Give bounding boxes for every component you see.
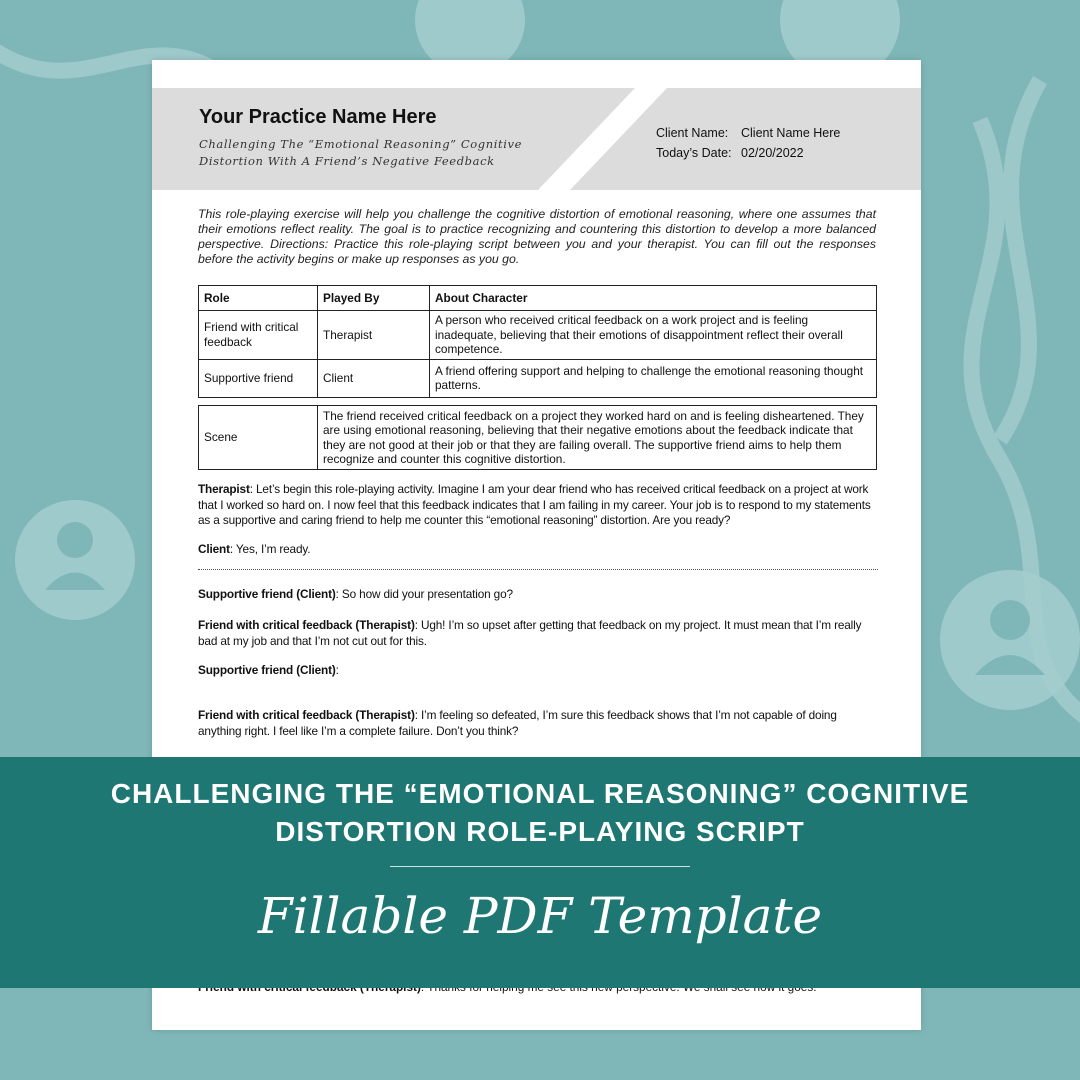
intro-paragraph: This role-playing exercise will help you challenge the cognitive distortion of emotional reasoning, where one assumes that their emotions reflect reality. The goal is to practice recognizing and countering this distortion to develop a more balanced perspective. Directions: Practice this role-playing script between you and your therapist. You can fill out the responses before the activity begins or make up responses as you go. — [198, 207, 876, 266]
table-row — [199, 311, 877, 360]
scene-label: Scene — [199, 406, 318, 470]
dialogue-line — [198, 663, 878, 679]
column-header: About Character — [430, 286, 877, 311]
dialogue-line — [198, 708, 878, 739]
speaker-name: Therapist — [198, 482, 250, 496]
date-label: Today’s Date: — [656, 146, 732, 160]
client-name-field[interactable]: Client Name Here — [741, 126, 841, 140]
dialogue-line — [198, 618, 878, 649]
date-field[interactable]: 02/20/2022 — [741, 146, 804, 160]
column-header: Played By — [318, 286, 430, 311]
practice-name[interactable]: Your Practice Name Here — [199, 106, 437, 128]
worksheet-subtitle: Challenging The “Emotional Reasoning” Cognitive Distortion With A Friend’s Negative Feedback — [199, 137, 523, 168]
dialogue-text: : Ugh! I’m so upset after getting that feedback on my project. It must mean that I’m really bad at my job and that I’m not cut out for this. — [198, 618, 862, 648]
speaker-name: Supportive friend (Client) — [198, 587, 336, 601]
about-cell: A person who received critical feedback on a work project and is feeling inadequate, believing that their emotions of disappointment reflect their overall competence. — [430, 311, 877, 360]
table-row — [199, 406, 877, 470]
speaker-name: Friend with critical feedback (Therapist) — [198, 708, 415, 722]
title-banner — [0, 757, 1080, 988]
scene-description: The friend received critical feedback on a project they worked hard on and is feeling disheartened. They are using emotional reasoning, believing that their negative emotions about the feedback indicate that they are not good at their job or that they are failing overall. The supportive friend aims to help them recognize and counter this cognitive distortion. — [318, 406, 877, 470]
about-cell: A friend offering support and helping to challenge the emotional reasoning thought patterns. — [430, 359, 877, 397]
dotted-divider — [198, 569, 878, 570]
date-row — [656, 146, 804, 160]
table-header-row — [199, 286, 877, 311]
response-field[interactable]: : — [335, 663, 339, 677]
banner-divider — [390, 866, 690, 867]
dialogue-text: : So how did your presentation go? — [335, 587, 513, 601]
dialogue-text: : I’m feeling so defeated, I’m sure this feedback shows that I’m not capable of doing anything right. I feel like I’m a complete failure. Don’t you think? — [198, 708, 837, 738]
dialogue-line — [198, 587, 878, 603]
speaker-name: Supportive friend (Client) — [198, 663, 336, 677]
person-circle-icon — [15, 500, 135, 620]
column-header: Role — [199, 286, 318, 311]
dialogue-text: : Let’s begin this role-playing activity. Imagine I am your dear friend who has received critical feedback on a project at work that I worked so hard on. I now feel that this feedback indicates that I am failing in my career. Your job is to respond to my statements as a supportive and caring friend to help me counter this “emotional reasoning” distortion. Are you ready? — [198, 482, 871, 527]
played-by-cell: Therapist — [318, 311, 430, 360]
banner-subtitle: Fillable PDF Template — [257, 887, 823, 945]
banner-title: CHALLENGING THE “EMOTIONAL REASONING” COGNITIVE DISTORTION ROLE-PLAYING SCRIPT — [110, 778, 970, 847]
dialogue-text: : Yes, I’m ready. — [229, 542, 311, 556]
role-cell: Friend with critical feedback — [199, 311, 318, 360]
table-row — [199, 359, 877, 397]
dialogue-line — [198, 482, 878, 529]
client-name-row — [656, 126, 840, 140]
speaker-name: Client — [198, 542, 230, 556]
speaker-name: Friend with critical feedback (Therapist) — [198, 618, 415, 632]
roles-table — [198, 285, 877, 398]
role-cell: Supportive friend — [199, 359, 318, 397]
scene-table — [198, 405, 877, 470]
played-by-cell: Client — [318, 359, 430, 397]
client-name-label: Client Name: — [656, 126, 729, 140]
dialogue-line — [198, 542, 878, 558]
